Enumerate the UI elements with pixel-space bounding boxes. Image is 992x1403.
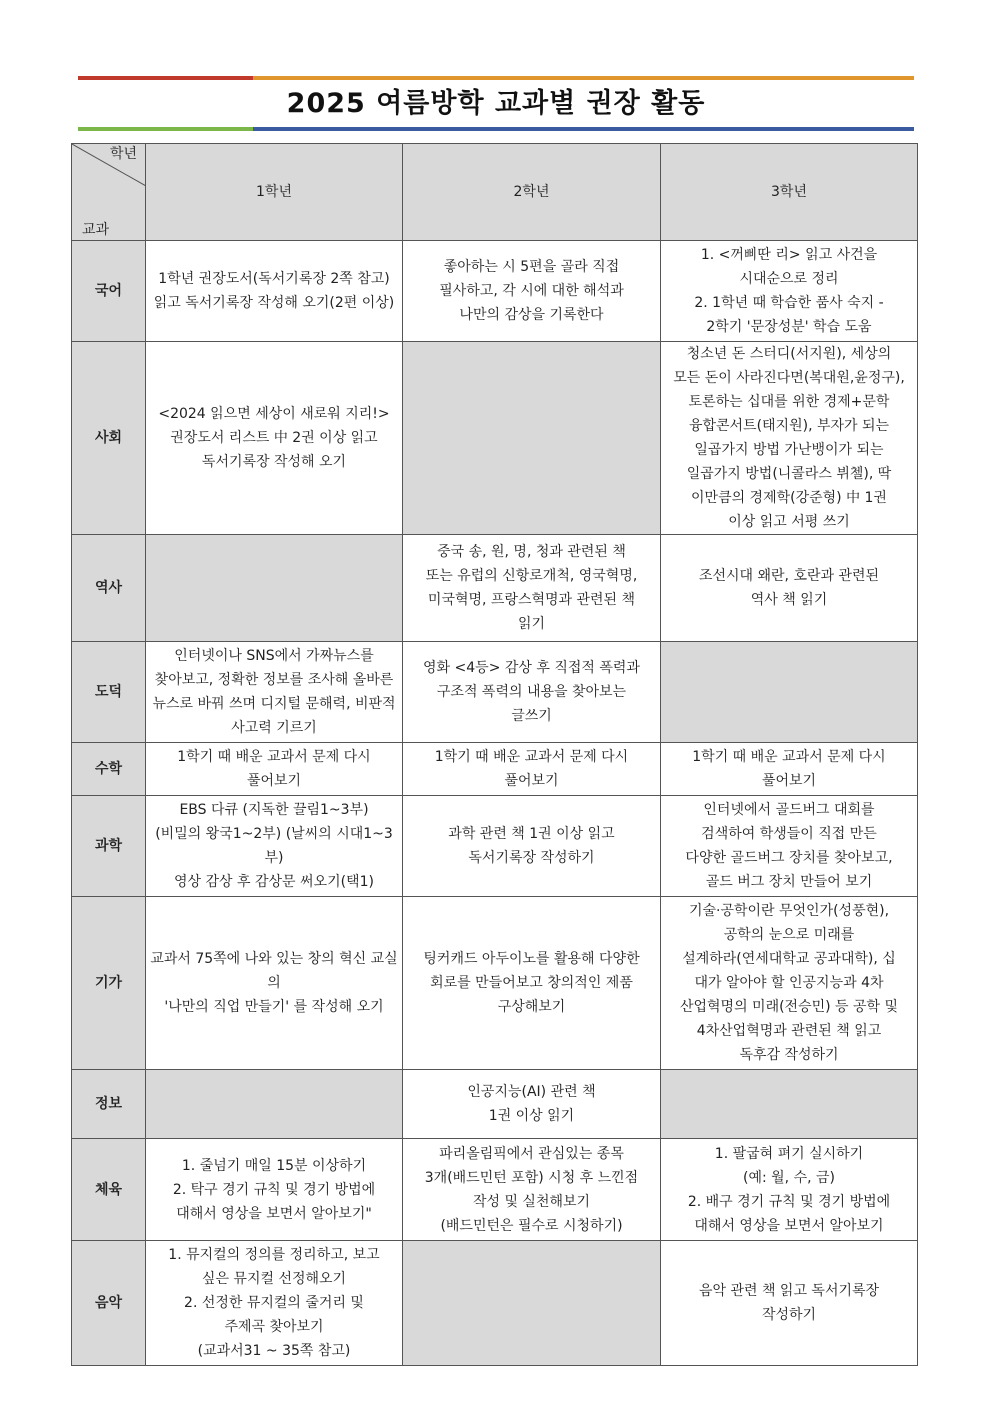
grade-2-cell: 팅커캐드 아두이노를 활용해 다양한 회로를 만들어보고 창의적인 제품 구상해보기 xyxy=(403,897,661,1070)
corner-grade-label: 학년 xyxy=(109,146,137,162)
table-row xyxy=(72,1070,918,1139)
table-row xyxy=(72,1139,918,1241)
grade-1-cell: 1. 줄넘기 매일 15분 이상하기 2. 탁구 경기 규칙 및 경기 방법에 대해서 영상을 보면서 알아보기" xyxy=(146,1139,403,1241)
header-grade-3: 3학년 xyxy=(661,144,918,241)
subject-cell: 역사 xyxy=(72,535,146,642)
grade-2-cell: 좋아하는 시 5편을 골라 직접 필사하고, 각 시에 대한 해석과 나만의 감상을 기록한다 xyxy=(403,241,661,342)
subject-cell: 음악 xyxy=(72,1241,146,1366)
grade-2-cell: 파리올림픽에서 관심있는 종목 3개(배드민턴 포함) 시청 후 느낀점 작성 및 실천해보기 (배드민턴은 필수로 시청하기) xyxy=(403,1139,661,1241)
grade-3-cell: 1. 팔굽혀 펴기 실시하기 (예: 월, 수, 금) 2. 배구 경기 규칙 및 경기 방법에 대해서 영상을 보면서 알아보기 xyxy=(661,1139,918,1241)
header-grade-1: 1학년 xyxy=(146,144,403,241)
grade-2-cell: 인공지능(AI) 관련 책 1권 이상 읽기 xyxy=(403,1070,661,1139)
grade-1-cell: 1학년 권장도서(독서기록장 2쪽 참고) 읽고 독서기록장 작성해 오기(2편 이상) xyxy=(146,241,403,342)
grade-2-cell-empty xyxy=(403,342,661,535)
subject-cell: 사회 xyxy=(72,342,146,535)
top-color-bar xyxy=(78,76,914,80)
grade-3-cell: 인터넷에서 골드버그 대회를 검색하여 학생들이 직접 만든 다양한 골드버그 장치를 찾아보고, 골드 버그 장치 만들어 보기 xyxy=(661,796,918,897)
bottom-color-bar xyxy=(78,127,914,131)
grade-2-cell: 영화 <4등> 감상 후 직접적 폭력과 구조적 폭력의 내용을 찾아보는 글쓰기 xyxy=(403,642,661,743)
corner-cell xyxy=(72,144,146,241)
subject-cell: 수학 xyxy=(72,743,146,796)
table-row xyxy=(72,642,918,743)
top-bar-red-segment xyxy=(78,76,253,80)
top-bar-orange-segment xyxy=(253,76,914,80)
grade-3-cell: 기술·공학이란 무엇인가(성풍현), 공학의 눈으로 미래를 설계하라(연세대학교 공과대학), 십 대가 알아야 할 인공지능과 4차 산업혁명의 미래(전승민) 등 공학 및 4차산업혁명과 관련된 책 읽고 독후감 작성하기 xyxy=(661,897,918,1070)
subject-cell: 정보 xyxy=(72,1070,146,1139)
grade-3-cell: 1. <꺼삐딴 리> 읽고 사건을 시대순으로 정리 2. 1학년 때 학습한 품사 숙지 - 2학기 '문장성분' 학습 도움 xyxy=(661,241,918,342)
table-row xyxy=(72,1241,918,1366)
table-row xyxy=(72,241,918,342)
table-row xyxy=(72,796,918,897)
grade-3-cell: 조선시대 왜란, 호란과 관련된 역사 책 읽기 xyxy=(661,535,918,642)
grade-1-cell: 1. 뮤지컬의 정의를 정리하고, 보고 싶은 뮤지컬 선정해오기 2. 선정한 뮤지컬의 줄거리 및 주제곡 찾아보기 (교과서31 ~ 35쪽 참고) xyxy=(146,1241,403,1366)
grade-3-cell-empty xyxy=(661,1070,918,1139)
grade-1-cell: 1학기 때 배운 교과서 문제 다시 풀어보기 xyxy=(146,743,403,796)
subject-cell: 도덕 xyxy=(72,642,146,743)
grade-1-cell: 교과서 75쪽에 나와 있는 창의 혁신 교실의 '나만의 직업 만들기' 를 작성해 오기 xyxy=(146,897,403,1070)
bottom-bar-blue-segment xyxy=(253,127,914,131)
grade-3-cell: 1학기 때 배운 교과서 문제 다시 풀어보기 xyxy=(661,743,918,796)
header-grade-2: 2학년 xyxy=(403,144,661,241)
subject-cell: 체육 xyxy=(72,1139,146,1241)
bottom-bar-green-segment xyxy=(78,127,253,131)
grade-1-cell-empty xyxy=(146,1070,403,1139)
subject-cell: 과학 xyxy=(72,796,146,897)
table-row xyxy=(72,743,918,796)
grade-1-cell: 인터넷이나 SNS에서 가짜뉴스를 찾아보고, 정확한 정보를 조사해 올바른 뉴스로 바꿔 쓰며 디지털 문해력, 비판적 사고력 기르기 xyxy=(146,642,403,743)
subject-cell: 기가 xyxy=(72,897,146,1070)
grade-2-cell: 중국 송, 원, 명, 청과 관련된 책 또는 유럽의 신항로개척, 영국혁명, 미국혁명, 프랑스혁명과 관련된 책 읽기 xyxy=(403,535,661,642)
grade-3-cell: 음악 관련 책 읽고 독서기록장 작성하기 xyxy=(661,1241,918,1366)
grade-1-cell: EBS 다큐 (지독한 끌림1~3부) (비밀의 왕국1~2부) (날씨의 시대1~3부) 영상 감상 후 감상문 써오기(택1) xyxy=(146,796,403,897)
grade-2-cell: 과학 관련 책 1권 이상 읽고 독서기록장 작성하기 xyxy=(403,796,661,897)
table-row xyxy=(72,535,918,642)
corner-subject-label: 교과 xyxy=(82,222,110,238)
header-row xyxy=(72,144,918,241)
table-row xyxy=(72,342,918,535)
grade-2-cell-empty xyxy=(403,1241,661,1366)
grade-1-cell-empty xyxy=(146,535,403,642)
grade-3-cell-empty xyxy=(661,642,918,743)
grade-2-cell: 1학기 때 배운 교과서 문제 다시 풀어보기 xyxy=(403,743,661,796)
subject-cell: 국어 xyxy=(72,241,146,342)
grade-1-cell: <2024 읽으면 세상이 새로워 지리!> 권장도서 리스트 中 2권 이상 읽고 독서기록장 작성해 오기 xyxy=(146,342,403,535)
activity-table xyxy=(71,143,918,1366)
table-row xyxy=(72,897,918,1070)
page-title: 2025 여름방학 교과별 권장 활동 xyxy=(286,88,706,119)
grade-3-cell: 청소년 돈 스터디(서지원), 세상의 모든 돈이 사라진다면(복대원,윤정구), 토론하는 십대를 위한 경제+문학 융합콘서트(태지원), 부자가 되는 일곱가지 방법 가난뱅이가 되는 일곱가지 방법(니콜라스 뷔첼), 딱 이만큼의 경제학(강준형) 中 1권 이상 읽고 서평 쓰기 xyxy=(661,342,918,535)
